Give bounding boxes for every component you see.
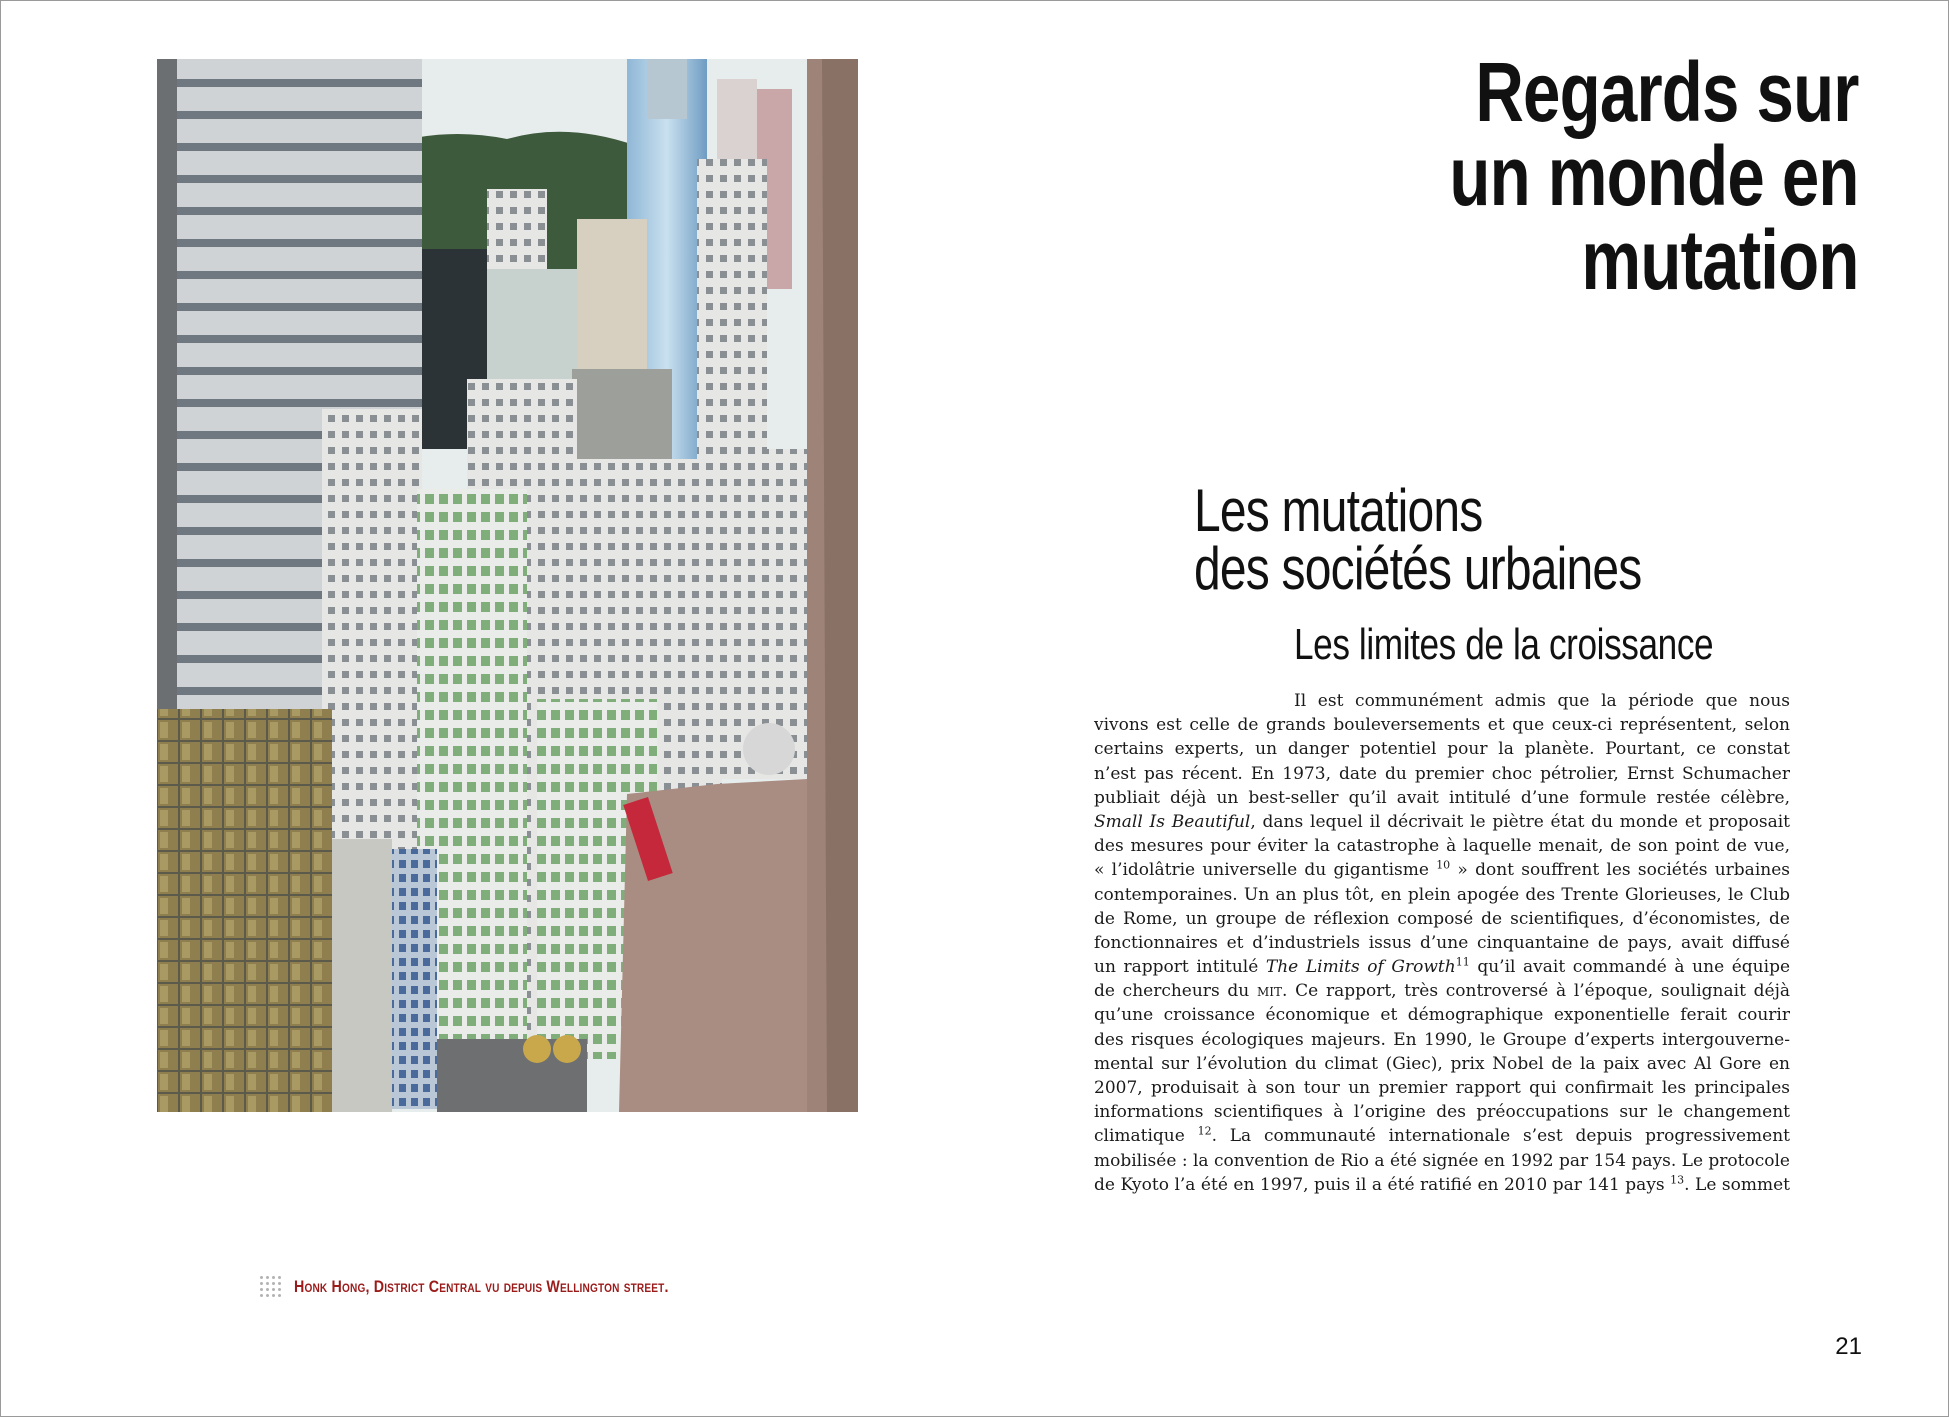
body-line: contemporaines. Un an plus tôt, en plein apogée des Trente Glorieuses, le Club	[1094, 884, 1790, 905]
small-caps-text: mit	[1256, 981, 1282, 1002]
caption-dot-grid-icon	[260, 1276, 282, 1298]
body-line: Small Is Beautiful, dans lequel il décrivait le piètre état du monde et proposait	[1094, 811, 1790, 832]
footnote-ref: 11	[1455, 955, 1470, 969]
page-number: 21	[1835, 1333, 1862, 1360]
body-line: Il est communément admis que la période que nous	[1294, 691, 1790, 711]
body-line: de chercheurs du mit. Ce rapport, très controversé à l’époque, soulignait déjà	[1094, 981, 1790, 1002]
italic-title: The Limits of Growth	[1265, 957, 1456, 978]
body-line: informations scientifiques à l’origine des préoccupations sur le changement	[1094, 1102, 1790, 1123]
italic-title: Small Is Beautiful	[1094, 811, 1251, 832]
chapter-title-line: un monde en	[1449, 129, 1859, 223]
subsection-title: Les limites de la croissance	[1294, 620, 1714, 669]
chapter-title-line: mutation	[1581, 213, 1859, 307]
body-line: un rapport intitulé The Limits of Growth$^{11}$ qu’il avait commandé à une équipe	[1094, 955, 1791, 978]
section-title-line: Les mutations	[1194, 477, 1483, 544]
body-line: de Kyoto l’a été en 1997, puis il a été ratifié en 2010 par 141 pays $^{13}$. Le sommet	[1094, 1173, 1790, 1195]
section-title-line: des sociétés urbaines	[1194, 535, 1642, 602]
body-line: qu’une croissance économique et démographique exponentielle ferait courir	[1094, 1005, 1790, 1026]
photo-caption	[260, 1276, 740, 1298]
chapter-title	[1449, 45, 1859, 307]
section-title	[1194, 477, 1642, 602]
caption-text: Honk Hong, District Central vu depuis Wellington street.	[294, 1277, 669, 1296]
body-line: climatique $^{12}$. La communauté internationale s’est depuis progressivement	[1094, 1124, 1791, 1147]
body-line: mobilisée : la convention de Rio a été signée en 1992 par 154 pays. Le protocole	[1094, 1150, 1790, 1171]
footnote-ref: 12	[1197, 1124, 1212, 1138]
body-line: vivons est celle de grands bouleversements et que ceux-ci représentent, selon	[1094, 715, 1790, 736]
body-line: des mesures pour éviter la catastrophe à laquelle menait, de son point de vue,	[1094, 836, 1790, 857]
body-text	[1094, 689, 1790, 1197]
body-line: publiait déjà un best-seller qu’il avait intitulé d’une formule restée célèbre,	[1094, 787, 1790, 808]
body-line: « l’idolâtrie universelle du gigantisme $^{10}$ » dont souffrent les sociétés urbaines	[1094, 858, 1790, 881]
body-line: certains experts, un danger potentiel pour la planète. Pourtant, ce constat	[1094, 739, 1790, 760]
chapter-title-line: Regards sur	[1475, 45, 1859, 139]
body-line: fonctionnaires et d’industriels issus d’une cinquantaine de pays, avait diffusé	[1094, 932, 1790, 953]
body-line: n’est pas récent. En 1973, date du premier choc pétrolier, Ernst Schumacher	[1094, 763, 1790, 784]
body-line: 2007, produisait à son tour un premier rapport qui confirmait les principales	[1094, 1078, 1790, 1098]
body-line: de Rome, un groupe de réflexion composé de scientifiques, d’économistes, de	[1094, 908, 1790, 929]
body-line: des risques écologiques majeurs. En 1990, le Groupe d’experts intergouverne-	[1094, 1029, 1790, 1050]
footnote-ref: 13	[1670, 1173, 1685, 1187]
body-line: mental sur l’évolution du climat (Giec), prix Nobel de la paix avec Al Gore en	[1094, 1053, 1790, 1074]
hong-kong-skyline-image	[157, 59, 858, 1112]
footnote-ref: 10	[1436, 858, 1451, 872]
city-photo	[157, 59, 858, 1112]
